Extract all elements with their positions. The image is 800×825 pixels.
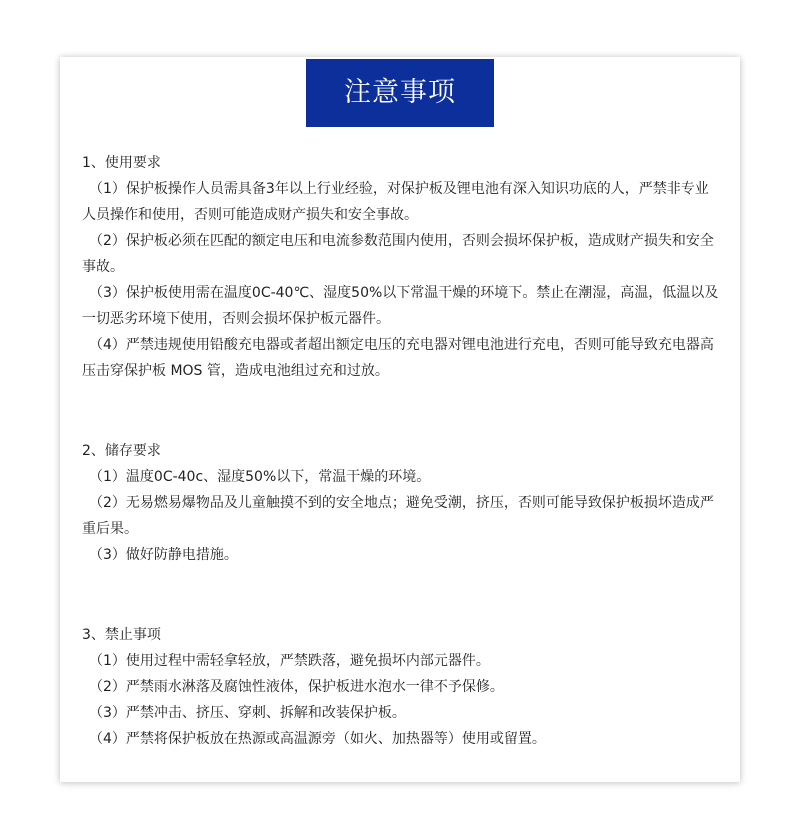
notice-card [60,57,740,782]
page-title: 注意事项 [306,59,494,127]
list-item: （1）保护板操作人员需具备3年以上行业经验，对保护板及锂电池有深入知识功底的人，严禁非专业人员操作和使用，否则可能造成财产损失和安全事故。 [82,181,709,223]
section-heading: 2、储存要求 [82,443,161,459]
notice-content [82,150,722,752]
list-item: （2）严禁雨水淋落及腐蚀性液体，保护板进水泡水一律不予保修。 [89,679,504,695]
section-usage-requirements [82,150,722,384]
section-storage-requirements [82,438,722,568]
section-heading: 1、使用要求 [82,155,161,171]
list-item: （1）温度0C-40c、湿度50%以下，常温干燥的环境。 [89,469,431,485]
list-item: （4）严禁将保护板放在热源或高温源旁（如火、加热器等）使用或留置。 [89,731,546,747]
section-prohibitions [82,622,722,752]
section-heading: 3、禁止事项 [82,627,161,643]
list-item: （2）保护板必须在匹配的额定电压和电流参数范围内使用，否则会损坏保护板，造成财产损失和安全事故。 [82,233,714,275]
list-item: （2）无易燃易爆物品及儿童触摸不到的安全地点；避免受潮，挤压，否则可能导致保护板损坏造成严重后果。 [82,495,714,537]
list-item: （3）严禁冲击、挤压、穿刺、拆解和改装保护板。 [89,705,406,721]
list-item: （3）做好防静电措施。 [89,547,238,563]
list-item: （3）保护板使用需在温度0C-40℃、湿度50%以下常温干燥的环境下。禁止在潮湿，高温，低温以及一切恶劣环境下使用，否则会损坏保护板元器件。 [82,285,719,327]
list-item: （4）严禁违规使用铅酸充电器或者超出额定电压的充电器对锂电池进行充电，否则可能导致充电器高压击穿保护板 MOS 管，造成电池组过充和过放。 [82,337,714,379]
list-item: （1）使用过程中需轻拿轻放，严禁跌落，避免损坏内部元器件。 [89,653,490,669]
